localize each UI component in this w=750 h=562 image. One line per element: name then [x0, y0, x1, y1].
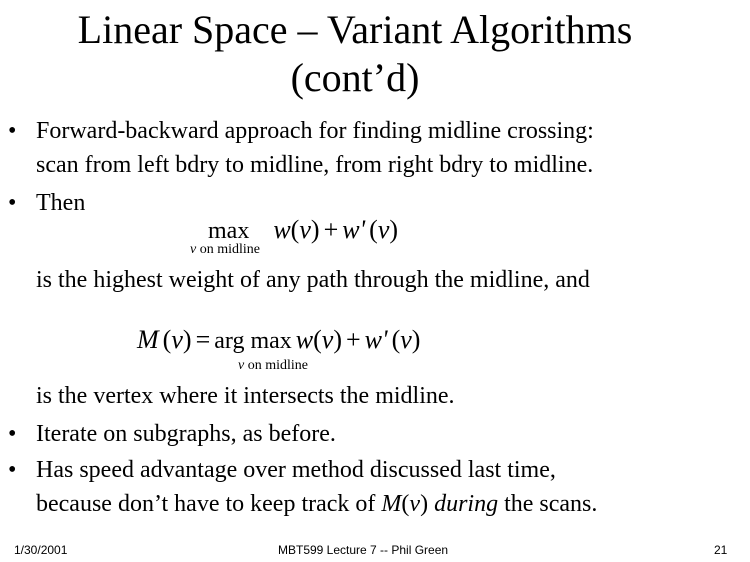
formula-2-wprime: w' [364, 325, 388, 354]
bullet-4-line-2-M: M [381, 491, 402, 517]
formula-1-paren: ( [369, 215, 378, 244]
footer-page-number: 21 [714, 543, 728, 557]
bullet-4-line-2-end: the scans. [498, 491, 598, 517]
formula-1-v: v [377, 215, 390, 244]
formula-2-paren: ( [162, 325, 172, 354]
formula-1-paren: ) [310, 215, 320, 244]
formula-1-subscript-v: v [190, 242, 197, 257]
footer-course: MBT599 Lecture 7 -- Phil Green [278, 543, 449, 557]
bullet-4-line-2-v: v [409, 491, 421, 517]
slide-title [0, 6, 710, 102]
formula-2-operator: arg max [214, 328, 292, 354]
formula-2-paren: ) [411, 325, 421, 354]
formula-2-paren: ) [333, 325, 342, 354]
title-line-2: (cont’d) [290, 55, 420, 100]
bullet-4-line-2 [36, 489, 597, 519]
bullet-4-line-2-paren: ( [401, 491, 410, 517]
formula-1-paren: ( [290, 215, 300, 244]
bullet-2-after-formula-1: is the highest weight of any path through the midline, and [36, 267, 590, 293]
formula-2-v: v [321, 325, 334, 354]
formula-argmax-vertex [137, 327, 420, 353]
footer-date: 1/30/2001 [14, 543, 68, 557]
formula-2-v: v [171, 325, 183, 354]
formula-1-w: w [273, 215, 291, 244]
bullet-1-line-2: scan from left bdry to midline, from right bdry to midline. [36, 152, 594, 178]
bullet-3-line-1: Iterate on subgraphs, as before. [36, 421, 336, 447]
bullet-marker-4: • [8, 457, 17, 483]
formula-1-subscript-text: on midline [196, 242, 260, 257]
formula-2-subscript [238, 358, 308, 374]
bullet-marker-1: • [8, 118, 17, 144]
bullet-4-line-2-paren: ) [420, 491, 429, 517]
bullet-2-after-formula-2: is the vertex where it intersects the midline. [36, 383, 455, 409]
formula-1-subscript [190, 242, 260, 258]
bullet-1-line-1: Forward-backward approach for finding midline crossing: [36, 118, 594, 144]
formula-2-v: v [400, 325, 412, 354]
formula-1-v: v [299, 215, 311, 244]
formula-2-paren: ( [391, 325, 401, 354]
title-line-1: Linear Space – Variant Algorithms [77, 7, 633, 52]
formula-1-plus: + [323, 215, 339, 244]
formula-2-paren: ) [182, 325, 192, 354]
bullet-marker-2: • [8, 190, 17, 216]
bullet-4-line-1: Has speed advantage over method discussed last time, [36, 457, 556, 483]
formula-2-subscript-text: on midline [244, 358, 308, 373]
formula-2-M: M [137, 325, 159, 354]
formula-2-w: w [295, 325, 314, 354]
formula-1-wprime: w' [342, 215, 366, 244]
bullet-4-line-2-text: because don’t have to keep track of [36, 491, 382, 517]
formula-2-equals: = [195, 325, 211, 354]
formula-2-paren: ( [313, 325, 322, 354]
formula-max-weight [208, 217, 398, 243]
bullet-2-line-1: Then [36, 190, 86, 216]
bullet-4-line-2-during: during [428, 491, 499, 517]
formula-1-operator: max [208, 218, 250, 244]
formula-2-subscript-v: v [238, 358, 245, 373]
formula-2-plus: + [346, 325, 361, 354]
formula-1-paren: ) [389, 215, 399, 244]
bullet-marker-3: • [8, 421, 17, 447]
